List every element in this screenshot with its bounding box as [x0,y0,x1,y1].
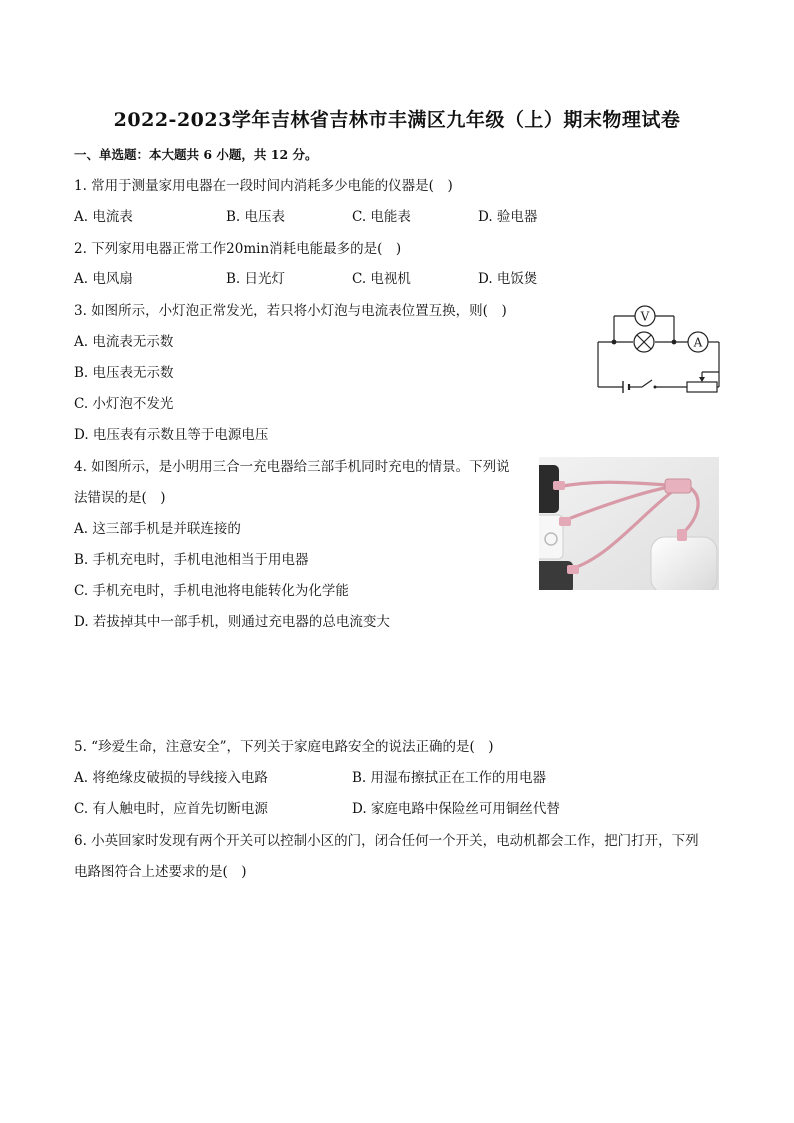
junction-dot [612,340,617,345]
q3-option-b: B. 电压表无示数 [74,365,174,381]
question-4-stem-line2: 法错误的是( ) [74,490,166,506]
q1-option-b: B. 电压表 [226,209,286,225]
question-6-stem-line1: 6. 小英回家时发现有两个开关可以控制小区的门，闭合任何一个开关，电动机都会工作，把门打开，下列 [74,833,699,849]
q5-option-d: D. 家庭电路中保险丝可用铜丝代替 [352,801,560,817]
section-heading: 一、单选题：本大题共 6 小题，共 12 分。 [74,147,318,162]
q4-option-d: D. 若拔掉其中一部手机，则通过充电器的总电流变大 [74,614,390,630]
question-2-stem: 2. 下列家用电器正常工作20min消耗电能最多的是( ) [74,241,402,257]
q2-option-d: D. 电饭煲 [478,271,538,287]
question-3-stem: 3. 如图所示，小灯泡正常发光，若只将小灯泡与电流表位置互换，则( ) [74,303,507,319]
rheostat-slider [699,377,705,382]
q2-option-a: A. 电风扇 [74,271,133,287]
q3-option-d: D. 电压表有示数且等于电源电压 [74,427,269,443]
question-5-stem: 5. “珍爱生命，注意安全”，下列关于家庭电路安全的说法正确的是( ) [74,739,494,755]
q4-option-a: A. 这三部手机是并联连接的 [74,521,241,537]
q3-option-c: C. 小灯泡不发光 [74,396,174,412]
q4-option-b: B. 手机充电时，手机电池相当于用电器 [74,552,309,568]
page-title: 2022-2023学年吉林省吉林市丰满区九年级（上）期末物理试卷 [113,109,681,131]
q1-option-a: A. 电流表 [74,209,133,225]
ammeter-label: A [693,335,703,350]
q4-option-c: C. 手机充电时，手机电池将电能转化为化学能 [74,583,349,599]
q1-option-c: C. 电能表 [352,209,411,225]
junction-dot [672,340,677,345]
question-4-stem-line1: 4. 如图所示，是小明用三合一充电器给三部手机同时充电的情景。下列说 [74,459,510,475]
q1-option-d: D. 验电器 [478,209,538,225]
q2-option-c: C. 电视机 [352,271,411,287]
question-1-stem: 1. 常用于测量家用电器在一段时间内消耗多少电能的仪器是( ) [74,178,453,194]
q5-option-c: C. 有人触电时，应首先切断电源 [74,801,268,817]
q2-option-b: B. 日光灯 [226,271,286,287]
q3-option-a: A. 电流表无示数 [74,334,174,350]
circuit-diagram [592,302,724,394]
voltmeter-label: V [640,309,650,324]
q5-option-b: B. 用湿布擦拭正在工作的用电器 [352,770,547,786]
question-6-stem-line2: 电路图符合上述要求的是( ) [74,864,247,880]
charger-photo [539,457,719,590]
switch-contact [654,386,657,389]
q5-option-a: A. 将绝缘皮破损的导线接入电路 [74,770,268,786]
